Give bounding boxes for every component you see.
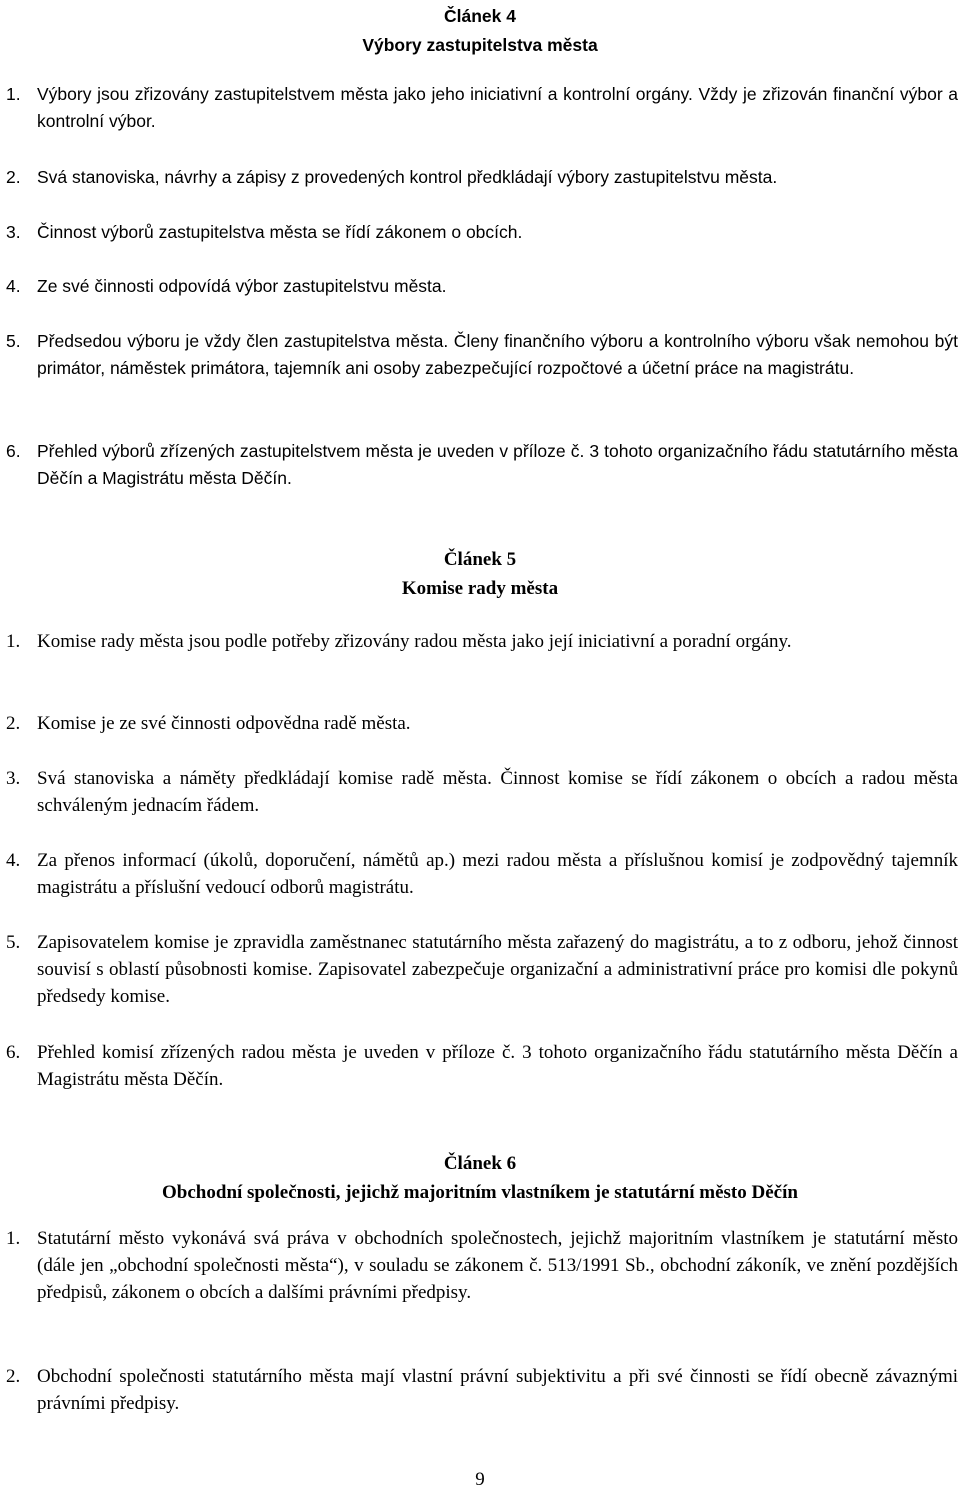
article4-number: Článek 4 bbox=[444, 6, 516, 26]
article6-item-2 bbox=[6, 1363, 958, 1417]
item-text: Za přenos informací (úkolů, doporučení, námětů ap.) mezi radou města a příslušnou komisí je zodpovědný tajemník magistrátu a příslušní vedoucí odborů magistrátu. bbox=[37, 850, 958, 898]
item-number: 4. bbox=[6, 276, 21, 296]
item-number: 3. bbox=[6, 768, 21, 789]
article5-item-3 bbox=[6, 765, 958, 819]
item-number: 3. bbox=[6, 222, 21, 242]
article4-item-6 bbox=[6, 438, 958, 492]
article5-item-4 bbox=[6, 847, 958, 901]
article4-item-4 bbox=[6, 273, 958, 300]
article4-item-5 bbox=[6, 328, 958, 382]
item-number: 2. bbox=[6, 713, 21, 734]
item-number: 2. bbox=[6, 1366, 21, 1387]
article6-item-1 bbox=[6, 1225, 958, 1306]
article5-title: Komise rady města bbox=[401, 578, 559, 599]
article5-item-2 bbox=[6, 710, 958, 737]
item-text: Svá stanoviska, návrhy a zápisy z provedených kontrol předkládají výbory zastupitelstvu města. bbox=[37, 167, 778, 187]
item-number: 5. bbox=[6, 932, 21, 953]
item-text: Zapisovatelem komise je zpravidla zaměstnanec statutárního města zařazený do magistrátu, a to z odboru, jehož činnost souvisí s oblastí působnosti komise. Zapisovatel zabezpečuje organizační a administrativní práce pro komisi dle pokynů předsedy komise. bbox=[37, 932, 958, 1007]
item-number: 6. bbox=[6, 1042, 21, 1063]
item-text: Výbory jsou zřizovány zastupitelstvem města jako jeho iniciativní a kontrolní orgány. Vždy je zřizován finanční výbor a kontrolní výbor. bbox=[37, 84, 958, 131]
item-text: Ze své činnosti odpovídá výbor zastupitelstvu města. bbox=[37, 276, 447, 296]
article6-heading bbox=[0, 1149, 960, 1207]
item-text: Přehled komisí zřízených radou města je uveden v příloze č. 3 tohoto organizačního řádu statutárního města Děčín a Magistrátu města Děčín. bbox=[37, 1042, 958, 1090]
item-number: 6. bbox=[6, 441, 21, 461]
article6-number: Článek 6 bbox=[443, 1153, 517, 1174]
article4-title: Výbory zastupitelstva města bbox=[362, 35, 598, 55]
item-text: Svá stanoviska a náměty předkládají komise radě města. Činnost komise se řídí zákonem o obcích a radou města schváleným jednacím řádem. bbox=[37, 768, 958, 816]
item-number: 4. bbox=[6, 850, 21, 871]
page-number: 9 bbox=[475, 1469, 485, 1490]
item-number: 1. bbox=[6, 84, 21, 104]
article5-heading bbox=[0, 545, 960, 603]
item-number: 2. bbox=[6, 167, 21, 187]
item-text: Obchodní společnosti statutárního města mají vlastní právní subjektivitu a při své činnosti se řídí obecně závaznými právními předpisy. bbox=[37, 1366, 958, 1414]
article4-heading bbox=[0, 2, 960, 60]
item-text: Statutární město vykonává svá práva v obchodních společnostech, jejichž majoritním vlastníkem je statutární město (dále jen „obchodní společnosti města“), v souladu se zákonem č. 513/1991 Sb., obchodní zákoník, ve znění pozdějších předpisů, zákonem o obcích a dalšími právními předpisy. bbox=[37, 1228, 958, 1303]
item-number: 1. bbox=[6, 1228, 21, 1249]
article6-title: Obchodní společnosti, jejichž majoritním vlastníkem je statutární město Děčín bbox=[162, 1182, 798, 1203]
article5-item-5 bbox=[6, 929, 958, 1010]
article4-item-3 bbox=[6, 219, 958, 246]
article5-item-6 bbox=[6, 1039, 958, 1093]
article4-item-1 bbox=[6, 81, 958, 135]
item-text: Předsedou výboru je vždy člen zastupitelstva města. Členy finančního výboru a kontrolního výboru však nemohou být primátor, náměstek primátora, tajemník ani osoby zabezpečující rozpočtové a účetní práce na magistrátu. bbox=[37, 331, 958, 378]
item-text: Komise rady města jsou podle potřeby zřizovány radou města jako její iniciativní a poradní orgány. bbox=[37, 631, 792, 652]
article4-item-2 bbox=[6, 164, 958, 191]
item-text: Komise je ze své činnosti odpovědna radě města. bbox=[37, 713, 411, 734]
item-text: Přehled výborů zřízených zastupitelstvem města je uveden v příloze č. 3 tohoto organizačního řádu statutárního města Děčín a Magistrátu města Děčín. bbox=[37, 441, 958, 488]
item-number: 1. bbox=[6, 631, 21, 652]
article5-number: Článek 5 bbox=[443, 549, 517, 570]
item-text: Činnost výborů zastupitelstva města se řídí zákonem o obcích. bbox=[37, 222, 523, 242]
item-number: 5. bbox=[6, 331, 21, 351]
article5-item-1 bbox=[6, 628, 958, 655]
